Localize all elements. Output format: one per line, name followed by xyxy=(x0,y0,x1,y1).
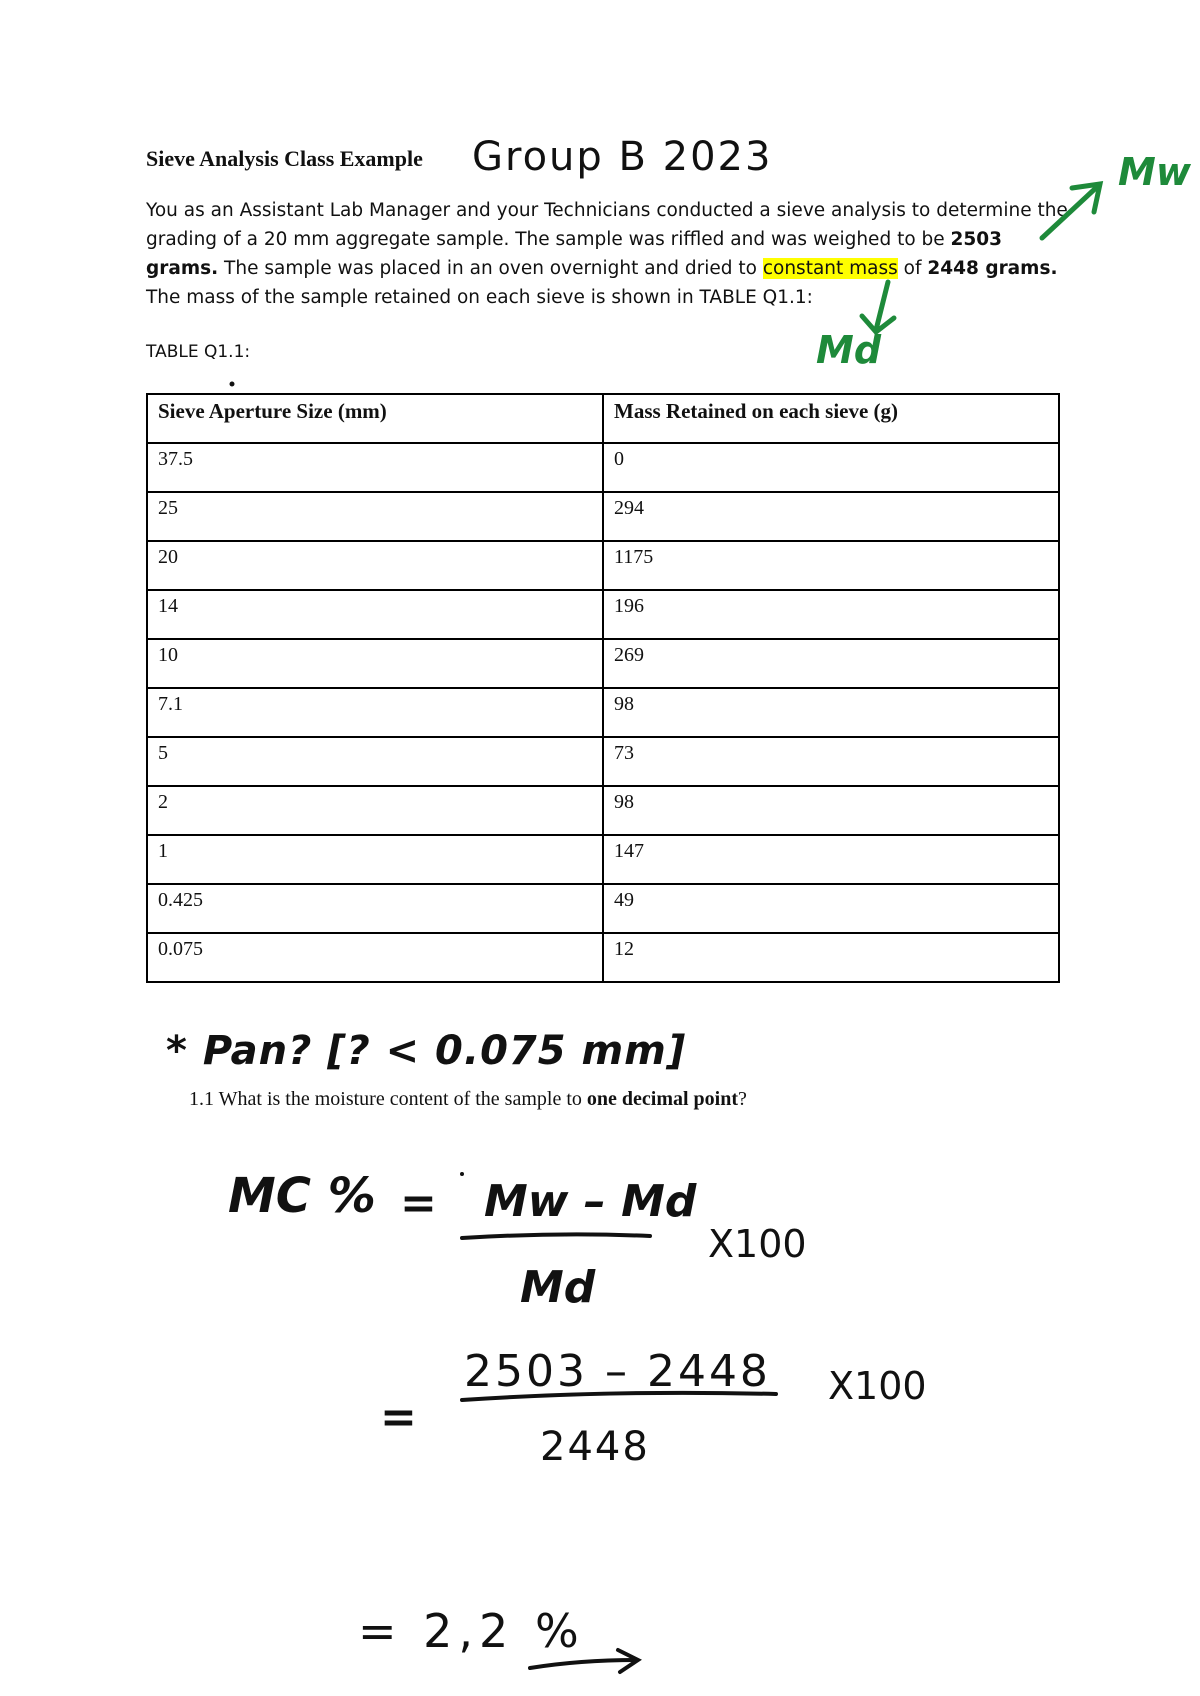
highlighted-constant-mass: constant mass xyxy=(762,258,898,279)
aperture-cell: 1 xyxy=(147,835,603,884)
intro-text-1: You as an Assistant Lab Manager and your Technicians conducted a sieve analysis to determine the grading of a 20 mm aggregate sample. The sample was riffled and was weighed to be xyxy=(146,200,1068,250)
result-underline-arrow-icon xyxy=(530,1650,638,1672)
aperture-cell: 7.1 xyxy=(147,688,603,737)
aperture-cell: 20 xyxy=(147,541,603,590)
handwritten-mc-percent: MC % xyxy=(228,1168,376,1224)
mass-cell: 98 xyxy=(603,688,1059,737)
handwritten-group-label: Group B 2023 xyxy=(472,134,773,180)
aperture-cell: 2 xyxy=(147,786,603,835)
green-arrow-to-mw-icon xyxy=(1042,184,1100,238)
mass-cell: 147 xyxy=(603,835,1059,884)
handwritten-times-100-2: X100 xyxy=(828,1364,927,1408)
mass-cell: 269 xyxy=(603,639,1059,688)
document-title: Sieve Analysis Class Example xyxy=(146,146,423,171)
handwritten-result: = 2,2 % xyxy=(358,1604,585,1658)
handwritten-equals-2: = xyxy=(380,1392,417,1443)
header-aperture: Sieve Aperture Size (mm) xyxy=(147,394,603,443)
handwritten-numerator: Mw – Md xyxy=(484,1176,697,1227)
mass-cell: 1175 xyxy=(603,541,1059,590)
handwritten-pan-note: * Pan? [? < 0.075 mm] xyxy=(166,1028,687,1074)
aperture-cell: 25 xyxy=(147,492,603,541)
handwritten-times-100-1: X100 xyxy=(708,1222,807,1266)
aperture-cell: 10 xyxy=(147,639,603,688)
stray-dot xyxy=(230,382,235,387)
handwritten-mw-label: Mw xyxy=(1118,150,1191,194)
mass-cell: 294 xyxy=(603,492,1059,541)
intro-text-3: of xyxy=(897,258,928,279)
mass-cell: 98 xyxy=(603,786,1059,835)
intro-text-2: The sample was placed in an oven overnight and dried to xyxy=(218,258,763,279)
aperture-cell: 14 xyxy=(147,590,603,639)
mass-cell: 73 xyxy=(603,737,1059,786)
aperture-cell: 5 xyxy=(147,737,603,786)
mass-cell: 0 xyxy=(603,443,1059,492)
mass-cell: 196 xyxy=(603,590,1059,639)
handwritten-calc-denominator: 2448 xyxy=(540,1424,650,1470)
intro-text-4: The mass of the sample retained on each sieve is shown in TABLE Q1.1: xyxy=(146,287,813,308)
header-mass-retained: Mass Retained on each sieve (g) xyxy=(603,394,1059,443)
fraction-bar-1 xyxy=(462,1234,650,1238)
question-emphasis: one decimal point xyxy=(586,1088,739,1110)
table-label: TABLE Q1.1: xyxy=(146,342,251,362)
aperture-cell: 37.5 xyxy=(147,443,603,492)
mass-cell: 12 xyxy=(603,933,1059,982)
handwritten-denominator: Md xyxy=(520,1262,596,1313)
stray-dot xyxy=(460,1172,464,1176)
handwritten-equals-1: = xyxy=(400,1178,437,1229)
mass-cell: 49 xyxy=(603,884,1059,933)
question-end: ? xyxy=(738,1088,747,1110)
dry-mass-value: 2448 grams. xyxy=(927,258,1058,279)
wet-mass-value: 2503 grams. xyxy=(146,229,1003,279)
green-arrow-to-md-icon xyxy=(862,282,894,332)
fraction-bar-2 xyxy=(462,1393,776,1400)
handwritten-md-label: Md xyxy=(816,328,882,372)
question-text: 1.1 What is the moisture content of the sample to xyxy=(189,1088,587,1110)
aperture-cell: 0.425 xyxy=(147,884,603,933)
handwritten-calc-numerator: 2503 – 2448 xyxy=(464,1346,771,1397)
aperture-cell: 0.075 xyxy=(147,933,603,982)
